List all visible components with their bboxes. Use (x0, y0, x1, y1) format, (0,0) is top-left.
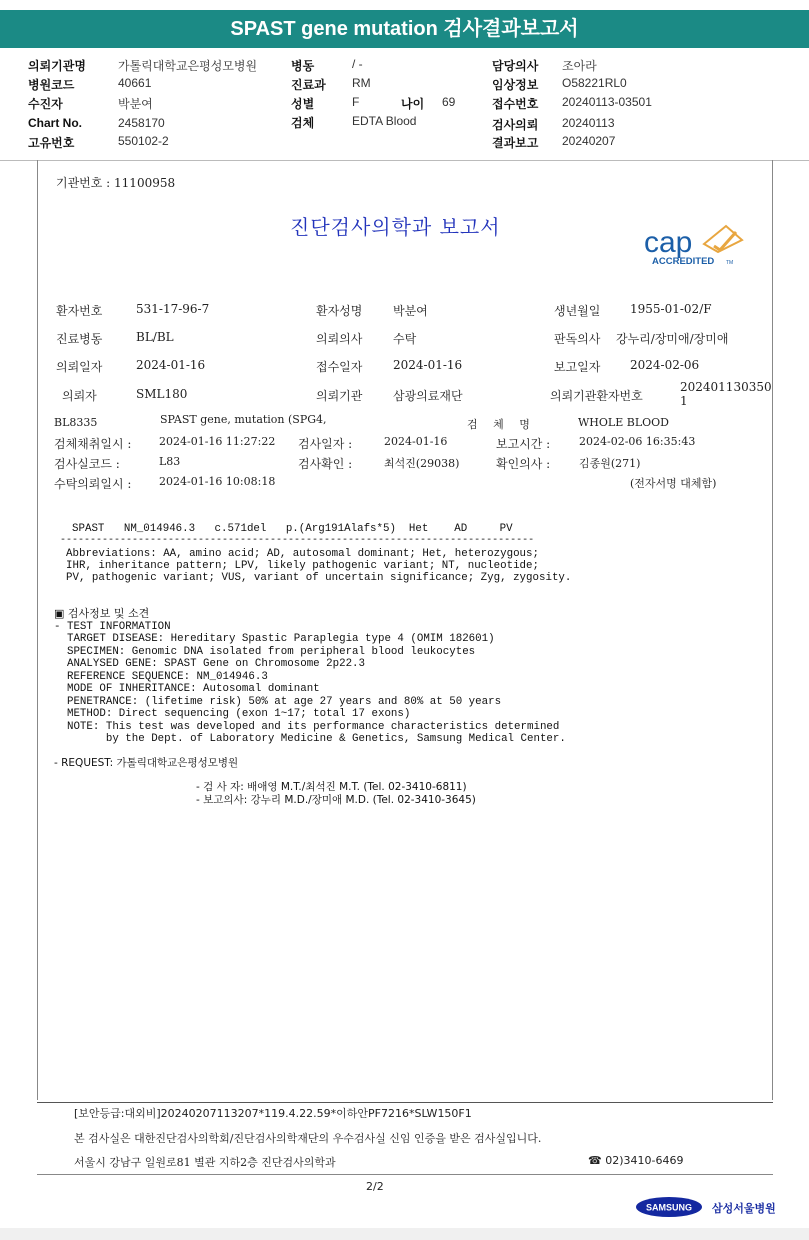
header-value: 조아라 (562, 59, 597, 73)
test-info-line: REFERENCE SEQUENCE: NM_014946.3 (54, 671, 268, 683)
info-label: 의뢰의사 (316, 332, 363, 346)
specimen-label: 검 체 명 (467, 418, 536, 431)
confirm-value: 최석진(29038) (384, 457, 460, 470)
info-label: 환자성명 (316, 304, 363, 318)
test-info-line: ANALYSED GENE: SPAST Gene on Chromosome 2p22.3 (54, 658, 366, 670)
abbreviation-line: PV, pathogenic variant; VUS, variant of uncertain significance; Zyg, zygosity. (66, 572, 572, 584)
header-label: 수진자 (28, 97, 63, 111)
esign-note: (전자서명 대체함) (630, 477, 717, 490)
header-label: 임상정보 (492, 78, 539, 92)
header-label: 병동 (291, 59, 315, 73)
header-value: F (352, 95, 360, 109)
info-value: 531-17-96-7 (136, 302, 210, 316)
report-title: 진단검사의학과 보고서 (290, 215, 501, 239)
info-value: 2024-01-16 (393, 358, 463, 372)
signer-line: - 검 사 자: 배애영 M.T./최석진 M.T. (Tel. 02-3410-6811) (196, 781, 467, 793)
abbreviation-line: Abbreviations: AA, amino acid; AD, autosomal dominant; Het, heterozygous; (66, 548, 539, 560)
header-label: 담당의사 (492, 59, 539, 73)
page-number: 2/2 (366, 1180, 384, 1193)
header-label: 병원코드 (28, 78, 75, 92)
cap-accredited-logo (644, 222, 746, 268)
section-title: ▣ 검사정보 및 소견 (54, 607, 150, 620)
footer-top-rule (37, 1102, 773, 1103)
header-label: 나이 (401, 97, 425, 111)
header-label: 검체 (291, 116, 315, 130)
consign-value: 2024-01-16 10:08:18 (159, 475, 276, 488)
room-label: 검사실코드 : (54, 457, 120, 471)
logo-brand: SAMSUNG (645, 1202, 693, 1213)
collect-value: 2024-01-16 11:27:22 (159, 435, 276, 448)
header-value: 69 (442, 95, 456, 109)
header-label: 검사의뢰 (492, 118, 539, 132)
header-value: 550102-2 (118, 134, 169, 148)
phone-line: ☎ 02)3410-6469 (588, 1154, 684, 1167)
collect-label: 검체채취일시 : (54, 437, 132, 451)
info-value: 202401130350 (680, 380, 772, 394)
test-info-line: - TEST INFORMATION (54, 621, 171, 633)
variant-result-line: SPAST NM_014946.3 c.571del p.(Arg191Alafs*5) Het AD PV (72, 523, 513, 535)
signer-line: - 보고의사: 강누리 M.D./장미애 M.D. (Tel. 02-3410-3645) (196, 794, 476, 806)
svg-text:TM: TM (726, 260, 734, 266)
test-code: BL8335 (54, 416, 98, 429)
info-label: 판독의사 (554, 332, 601, 346)
security-line: [보안등급:대외비]20240207113207*119.4.22.59*이하안PF7216*SLW150F1 (74, 1107, 472, 1120)
info-value: SML180 (136, 387, 188, 401)
doctor-value: 김종원(271) (579, 457, 641, 470)
info-label: 생년월일 (554, 304, 601, 318)
institution-number: 기관번호 : 11100958 (56, 176, 176, 190)
request-line: - REQUEST: 가톨릭대학교은평성모병원 (54, 757, 239, 769)
confirm-label: 검사확인 : (298, 457, 353, 471)
test-info-line: TARGET DISEASE: Hereditary Spastic Paraplegia type 4 (OMIM 182601) (54, 633, 495, 645)
result-divider: ------------------------------------------------------------------------------- (60, 535, 535, 546)
test-name: SPAST gene, mutation (SPG4, (160, 413, 327, 426)
info-value: 수탁 (393, 332, 417, 346)
header-value: EDTA Blood (352, 114, 417, 128)
info-value: 2024-01-16 (136, 358, 206, 372)
info-label: 환자번호 (56, 304, 103, 318)
cap-logo-sub: ACCREDITED (652, 256, 715, 267)
header-label: 성별 (291, 97, 315, 111)
header-label: Chart No. (28, 116, 82, 130)
info-label: 접수일자 (316, 360, 363, 374)
info-value: BL/BL (136, 330, 174, 344)
header-label: 결과보고 (492, 136, 539, 150)
test-info-line: MODE OF INHERITANCE: Autosomal dominant (54, 683, 320, 695)
doctor-label: 확인의사 : (496, 457, 551, 471)
testdate-label: 검사일자 : (298, 437, 353, 451)
abbreviation-line: IHR, inheritance pattern; LPV, likely pathogenic variant; NT, nucleotide; (66, 560, 539, 572)
logo-hospital: 삼성서울병원 (712, 1202, 776, 1215)
cap-logo-text: cap (644, 226, 693, 259)
header-label: 의뢰기관명 (28, 59, 86, 73)
test-info-line: NOTE: This test was developed and its performance characteristics determined (54, 721, 560, 733)
info-value: 삼광의료재단 (393, 389, 463, 403)
header-value: 가톨릭대학교은평성모병원 (118, 59, 258, 73)
header-label: 고유번호 (28, 136, 75, 150)
certification-line: 본 검사실은 대한진단검사의학회/진단검사의학재단의 우수검사실 신임 인증을 받은 검사실입니다. (74, 1132, 542, 1145)
info-value: 강누리/장미애/장미애 (616, 332, 729, 346)
test-info-line: PENETRANCE: (lifetime risk) 50% at age 27 years and 80% at 50 years (54, 696, 502, 708)
header-value: 40661 (118, 76, 152, 90)
consign-label: 수탁의뢰일시 : (54, 477, 132, 491)
header-value: RM (352, 76, 371, 90)
header-value: 20240207 (562, 134, 616, 148)
info-label: 의뢰일자 (56, 360, 103, 374)
reporttime-label: 보고시간 : (496, 437, 551, 451)
header-value: / - (352, 57, 363, 71)
specimen-value: WHOLE BLOOD (578, 416, 669, 429)
testdate-value: 2024-01-16 (384, 435, 448, 448)
footer-bottom-rule (37, 1174, 773, 1175)
info-label: 보고일자 (554, 360, 601, 374)
header-value: O58221RL0 (562, 76, 627, 90)
header-value: 박분여 (118, 97, 153, 111)
samsung-hospital-logo (636, 1196, 776, 1218)
info-label: 의뢰자 (62, 389, 97, 403)
header-value: 2458170 (118, 116, 165, 130)
room-value: L83 (159, 455, 181, 468)
header-label: 접수번호 (492, 97, 539, 111)
header-value: 20240113 (562, 116, 615, 130)
reporttime-value: 2024-02-06 16:35:43 (579, 435, 696, 448)
header-label: 진료과 (291, 78, 326, 92)
address-line: 서울시 강남구 일원로81 별관 지하2층 진단검사의학과 (74, 1156, 336, 1169)
info-value: 2024-02-06 (630, 358, 700, 372)
info-label: 의뢰기관환자번호 (550, 389, 643, 403)
info-label: 진료병동 (56, 332, 103, 346)
test-info-line: METHOD: Direct sequencing (exon 1~17; total 17 exons) (54, 708, 411, 720)
test-info-line: SPECIMEN: Genomic DNA isolated from peripheral blood leukocytes (54, 646, 476, 658)
info-value: 1955-01-02/F (630, 302, 712, 316)
header-value: 20240113-03501 (562, 95, 652, 109)
test-info-line: by the Dept. of Laboratory Medicine & Genetics, Samsung Medical Center. (54, 733, 566, 745)
info-value: 1 (680, 394, 688, 408)
report-banner: SPAST gene mutation 검사결과보고서 (0, 10, 809, 48)
info-value: 박분여 (393, 304, 428, 318)
info-label: 의뢰기관 (316, 389, 363, 403)
